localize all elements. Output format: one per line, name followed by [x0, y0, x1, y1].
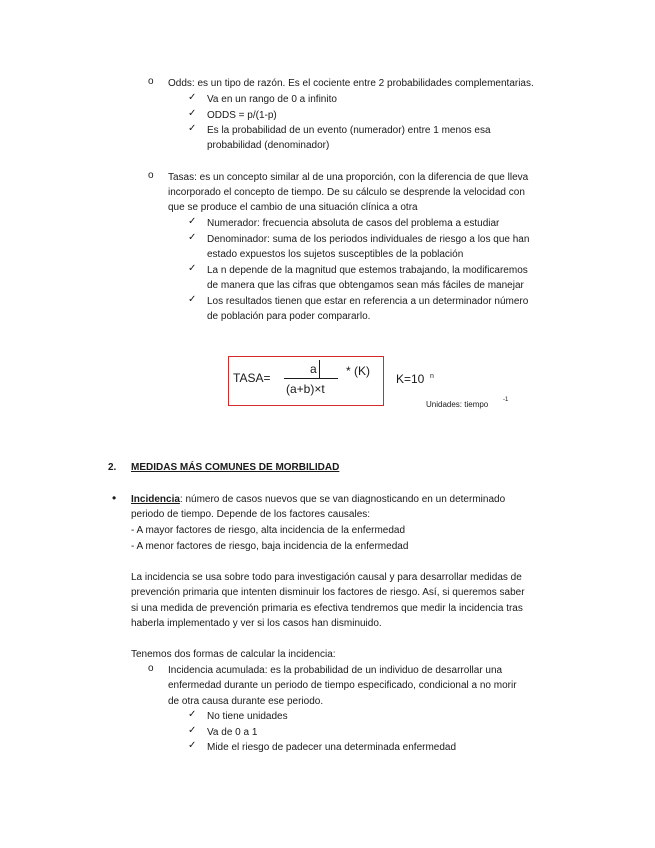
odds-check-2: ODDS = p/(1-p): [207, 110, 277, 121]
odds-check-3-cont: probabilidad (denominador): [207, 140, 330, 151]
odds-line: Odds: es un tipo de razón. Es el cociente entre 2 probabilidades complementarias.: [168, 78, 534, 89]
check-icon: ✓: [188, 725, 197, 736]
paragraph-line-1: La incidencia se usa sobre todo para investigación causal y para desarrollar medidas de: [131, 572, 522, 583]
acumulada-line-1: Incidencia acumulada: es la probabilidad de un individuo de desarrollar una: [168, 665, 503, 676]
tasas-line-3: que se produce el cambio de una situación clínica a otra: [168, 202, 418, 213]
tasas-check-2: Denominador: suma de los periodos individuales de riesgo a los que han: [207, 234, 530, 245]
check-icon: ✓: [188, 709, 197, 720]
formula-factor: * (K): [346, 364, 370, 378]
incidencia-line-4: - A menor factores de riesgo, baja incidencia de la enfermedad: [131, 541, 409, 552]
paragraph-line-4: haberla implementado y ver si los casos han disminuido.: [131, 618, 382, 629]
tasas-check-4: Los resultados tienen que estar en referencia a un determinador número: [207, 296, 529, 307]
paragraph-line-2: prevención primaria que intenten disminuir los factores de riesgo. Así, si queremos saber: [131, 587, 525, 598]
check-icon: ✓: [188, 232, 197, 243]
check-icon: ✓: [188, 263, 197, 274]
tasas-line-2: incorporado el concepto de tiempo. De su cálculo se desprende la velocidad con: [168, 187, 525, 198]
check-icon: ✓: [188, 123, 197, 134]
tasas-check-3: La n depende de la magnitud que estemos trabajando, la modificaremos: [207, 265, 528, 276]
check-icon: ✓: [188, 294, 197, 305]
tasas-check-2-cont: estado expuestos los sujetos susceptibles de la población: [207, 249, 464, 260]
formula-k: K=10: [396, 372, 425, 386]
tasas-check-1: Numerador: frecuencia absoluta de casos del problema a estudiar: [207, 218, 500, 229]
text-cursor: [319, 360, 320, 378]
paragraph-line-3: si una medida de prevención primaria es efectiva tendremos que medir la incidencia tras: [131, 603, 523, 614]
acumulada-check-3: Mide el riesgo de padecer una determinada enfermedad: [207, 742, 457, 753]
check-icon: ✓: [188, 92, 197, 103]
circle-bullet-icon: o: [148, 663, 154, 674]
incidencia-term: Incidencia: [131, 494, 180, 505]
tasas-line-1: Tasas: es un concepto similar al de una proporción, con la diferencia de que lleva: [168, 172, 529, 183]
formula-units-exponent: -1: [503, 397, 509, 403]
check-icon: ✓: [188, 216, 197, 227]
formula-units: Unidades: tiempo: [426, 400, 489, 409]
incidencia-line-3: - A mayor factores de riesgo, alta incidencia de la enfermedad: [131, 525, 406, 536]
tasas-check-4-cont: de población para poder compararlo.: [207, 311, 371, 322]
bullet-dot-icon: •: [112, 491, 117, 505]
incidencia-line-1: [131, 492, 505, 507]
fraction-bar: [284, 378, 338, 379]
acumulada-line-2: enfermedad durante un periodo de tiempo especificado, condicional a no morir: [168, 680, 517, 691]
acumulada-line-3: de otra causa durante ese periodo.: [168, 696, 324, 707]
incidencia-line-1-rest: : número de casos nuevos que se van diagnosticando en un determinado: [179, 494, 506, 505]
circle-bullet-icon: o: [148, 76, 154, 87]
incidencia-line-2: periodo de tiempo. Depende de los factores causales:: [131, 509, 371, 520]
formula-label: TASA=: [233, 371, 271, 385]
circle-bullet-icon: o: [148, 170, 154, 181]
formula-k-exponent: n: [430, 373, 434, 380]
formula-numerator: a: [310, 362, 317, 376]
formas-intro: Tenemos dos formas de calcular la incidencia:: [131, 649, 336, 660]
section-number: 2.: [108, 462, 117, 473]
acumulada-check-2: Va de 0 a 1: [207, 727, 258, 738]
odds-check-1: Va en un rango de 0 a infinito: [207, 94, 337, 105]
tasas-check-3-cont: de manera que las cifras que obtengamos sean más fáciles de manejar: [207, 280, 524, 291]
check-icon: ✓: [188, 740, 197, 751]
odds-check-3: Es la probabilidad de un evento (numerador) entre 1 menos esa: [207, 125, 491, 136]
formula-denominator: (a+b)×t: [286, 382, 325, 396]
acumulada-check-1: No tiene unidades: [207, 711, 288, 722]
section-title: MEDIDAS MÁS COMUNES DE MORBILIDAD: [131, 462, 340, 473]
check-icon: ✓: [188, 108, 197, 119]
